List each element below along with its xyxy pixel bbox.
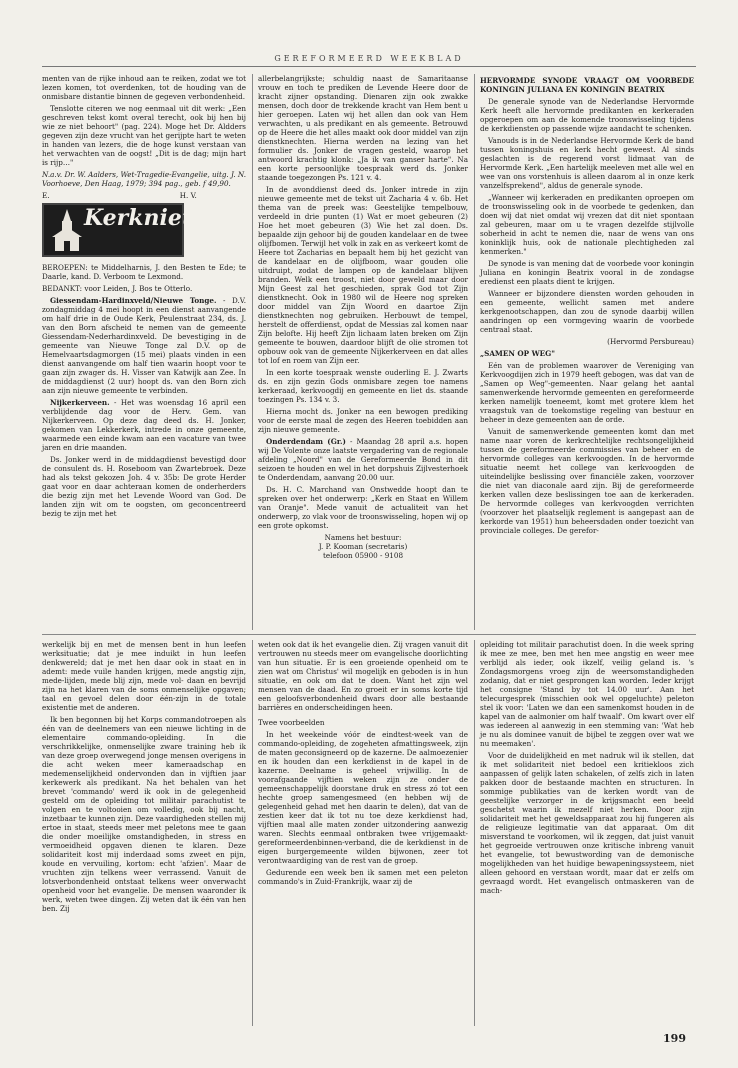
paragraph: Ds. H. C. Marchand van Onstwedde hoopt dan te spreken over het onderwerp: „Kerk en Staat en Willem van Oranje". Mede vanuit de actualiteit van het onderwerp, zo vlak voor de troonswisseling, hopen wij op een grote opkomst. bbox=[258, 485, 468, 530]
announcement-beroepen: BEROEPEN: te Middelharnis, J. den Besten te Ede; te Daarle, kand. D. Verboom te Lexmond. bbox=[42, 263, 246, 281]
page-number: 199 bbox=[663, 1032, 686, 1045]
column-divider bbox=[252, 640, 253, 1026]
column-top-2 bbox=[258, 74, 468, 630]
article-heading: „SAMEN OP WEG" bbox=[480, 349, 556, 358]
source-credit: (Hervormd Persbureau) bbox=[607, 337, 694, 346]
church-icon bbox=[48, 207, 86, 253]
signature-line: Namens het bestuur: bbox=[324, 533, 402, 542]
column-bottom-2 bbox=[258, 640, 468, 1026]
section-title: Nijkerkerveen. bbox=[50, 398, 110, 407]
paragraph: Vanouds is in de Nederlandse Hervormde Kerk de band tussen koningshuis en kerk hecht geweest. Al sinds geslachten is de regerend vorst lidmaat van de Hervormde Kerk. „Een hartelijk meeleven met alle wel en wee van ons vorstenhuis is alleen daarom al in onze kerk vanzelfsprekend", aldus de generale synode. bbox=[480, 136, 694, 190]
paragraph: In de avonddienst deed ds. Jonker intrede in zijn nieuwe gemeente met de tekst uit Zacharia 4 v. 6b. Het thema van de preek was: Geestelijke tempelbouw, verdeeld in drie punten (1) Wat er moet gebeuren (2) Hoe het moet gebeuren (3) Wie het zal doen. Ds. bepaalde zijn gehoor bij de gouden kandelaar en de twee olijfbomen. Terwijl het volk in zak en as verkeert komt de Heere tot Zacharias en bepaalt hem bij het gezicht van de kandelaar en de olijfboom, waar gouden olie uitdruipt, zodat de lampen op de kandelaar blijven branden. Welk een troost, niet door geweld maar door Mijn Geest zal het geschieden, sprak God tot Zijn dienstknecht. Ook in 1980 wil de Heere nog spreken door middel van Zijn Woord en daartoe Zijn dienstknechten nog gebruiken. Herbouwt de tempel, herstelt de offerdienst, opdat de Messias zal komen naar Zijn belofte. Hij heeft Zijn lichaam laten breken om Zijn gemeente te bouwen, daardoor blijft de olie stromen tot opbouw ook van de gemeente Nijkerkerveen en dat alles tot lof en roem van Zijn eer. bbox=[258, 185, 468, 365]
section-title: Giessendam-Hardinxveld/Nieuwe Tonge. bbox=[50, 296, 217, 305]
section-divider bbox=[42, 634, 696, 635]
paragraph: Hierna mocht ds. Jonker na een bewogen prediking voor de eerste maal de zegen des Heeren toebidden aan zijn nieuwe gemeente. bbox=[258, 407, 468, 434]
paragraph: menten van de rijke inhoud aan te reiken, zodat we tot lezen komen, tot overdenken, tot de houding van de onmisbare distantie binnen de gegeven verbondenheid. bbox=[42, 74, 246, 101]
kerknieuws-banner bbox=[42, 203, 230, 257]
column-divider bbox=[474, 74, 475, 630]
paragraph: Voor de duidelijkheid en met nadruk wil ik stellen, dat ik met solidariteit niet bedoel een kritiekloos zich aanpassen of gelijk laten schakelen, of zelfs zich in laten pakken door de bestaande machten en structuren. In sommige publikaties van de kerken wordt van de geestelijke verzorger in de krijgsmacht een beeld geschetst waarin ik mezelf niet herken. Door zijn solidariteit met het geweldsapparaat zou hij fungeren als de religieuze legitimatie van dat apparaat. Om dit misverstand te voorkomen, wil ik zeggen, dat juist vanuit het gegroeide vertrouwen onze kritische inbreng vanuit het evangelie, tot bewustwording van de demonische mogelijkheden van het huidige bewapeningssysteem, niet alleen gehoord en verstaan wordt, maar dat er zelfs om gevraagd wordt. Het evangelisch ontmaskeren van de mach- bbox=[480, 751, 694, 895]
announcement-bedankt: BEDANKT: voor Leiden, J. Bos te Otterlo. bbox=[42, 284, 193, 293]
paragraph: Vanuit de samenwerkende gemeenten komt dan met name naar voren de kerkrechtelijke rechtsongelijkheid tussen de gereformeerde commissies van beheer en de hervormde colleges van kerkvoogden. In de hervormde situatie neemt het college van kerkvoogden de uiteindelijke beslissing over financiële zaken, voorzover die niet van diaconale aard zijn. Bij de gereformeerde kerken vallen deze beslissingen toe aan de kerkeraden. De hervormde colleges van kerkvoogden verrichten (voorzover het plaatselijk reglement is aangepast aan de kerkorde van 1951) hun beheersdaden onder toezicht van provinciale colleges. De gerefor- bbox=[480, 427, 694, 535]
book-reference: N.a.v. Dr. W. Aalders, Wet-Tragedie-Evangelie, uitg. J. N. Voorhoeve, Den Haag, 1979; 394 pag., geb. f 49,90. bbox=[42, 170, 247, 188]
paragraph: In een korte toespraak wenste ouderling E. J. Zwarts ds. en zijn gezin Gods onmisbare zegen toe namens kerkeraad, kerkvoogdij en gemeente en liet ds. staande toezingen Ps. 134 v. 3. bbox=[258, 368, 468, 404]
paragraph: Tenslotte citeren we nog eenmaal uit dit werk: „Een geschreven tekst komt overal terecht, ook bij hen bij wie ze niet behoort" (pag. 224). Moge het Dr. Aldders gegeven zijn deze vrucht van het gerijpte hart te weten in handen van lezers, die de hoge kunst verstaan van het verwachten van de oogst! „Dit is de dag; mijn hart is rijp…" bbox=[42, 104, 246, 167]
paragraph: allerbelangrijkste; schuldig naast de Samaritaanse vrouw en toch te prediken de Levende Heere door de kracht zijner opstanding. Dienaren zijn ook zwakke mensen, doch door de trekkende kracht van Hem bent u hier geroepen. Laten wij het allen dan ook van Hem verwachten, u als predikant en als gemeente. Betrouwd op de Heere die het alles maakt ook door middel van zijn dienstknechten. Hierna werden na lezing van het formulier ds. Jonker de vragen gesteld, waarop het antwoord krachtig klonk: „Ja ik van ganser harte". Na een korte persoonlijke toespraak werd ds. Jonker staande toegezongen Ps. 121 v. 4. bbox=[258, 74, 468, 182]
signature-block bbox=[258, 533, 468, 560]
paragraph: - Het was woensdag 16 april een verblijdende dag voor de Herv. Gem. van Nijkerkerveen. Op deze dag deed ds. H. Jonker, gekomen van Lekkerkerk, intrede in onze gemeente, waarmede een einde kwam aan een vacature van twee jaren en drie maanden. bbox=[42, 398, 246, 452]
paragraph: Ds. Jonker werd in de middagdienst bevestigd door de consulent ds. H. Roseboom van Zwartebroek. Deze had als tekst gekozen Joh. 4 v. 35b: De grote Herder gaat voor en daar achteraan komen de onderherders die bezig zijn met het Levende Woord van God. De landen zijn wit om te oogsten, om geconcentreerd bezig te zijn met het bbox=[42, 455, 246, 518]
paragraph: Ik ben begonnen bij het Korps commandotroepen als één van de deelnemers van een nieuwe lichting in de elementaire commando-opleiding. In die verschrikkelijke, onmenselijke zware training heb ik van deze groep overwegend jonge mensen overigens in die acht weken meer kameraadschap en medemenselijkheid ondervonden dan in vijftien jaar kerkewerk als predikant. Na het behalen van het brevet 'commando' werd ik ook in de gelegenheid gesteld om de opleiding tot militair parachutist te volgen en te voltooien om volledig, ook bij nacht, inzetbaar te kunnen zijn. Deze vaardigheden stellen mij ertoe in staat, steeds meer met peletons mee te gaan die onder moeilijke omstandigheden, in stress en vermoeidheid opgaven dienen te klaren. Deze solidariteit kost mij inderdaad soms zweet en pijn, koude en vervuiling, kortom: echt 'afzien'. Maar de vruchten zijn telkens weer verrassend. Vanuit de lotsverbondenheid ontstaat telkens weer onverwacht openheid voor het evangelie. De mensen waaronder ik werk, weten twee dingen. Zij weten dat ik één van hen ben. Zij bbox=[42, 715, 246, 913]
paragraph: weten ook dat ik het evangelie dien. Zij vragen vanuit dit vertrouwen nu steeds meer om evangelische doorlichting van hun situatie. Er is een groeiende openheid om te zien wat om Christus' wil mogelijk en geboden is in hun situatie, en ook om dat te doen. Want het zijn wel mensen van de daad. En zo groeit er in soms korte tijd een geloofsverbondenheid dwars door alle bestaande barrières en onderscheidingen heen. bbox=[258, 640, 468, 712]
signature-line: telefoon 05900 - 9108 bbox=[322, 551, 404, 560]
column-top-3 bbox=[480, 74, 694, 630]
header-rule bbox=[42, 66, 696, 67]
column-divider bbox=[252, 74, 253, 630]
subheading: Twee voorbeelden bbox=[258, 718, 325, 727]
paragraph: De generale synode van de Nederlandse Hervormde Kerk heeft alle hervormde predikanten en kerkeraden opgeroepen om aan de komende troonswisseling tijdens de kerkdiensten op passende wijze aandacht te schenken. bbox=[480, 97, 694, 133]
article-heading: HERVORMDE SYNODE VRAAGT OM VOORBEDE KONINGIN JULIANA EN KONINGIN BEATRIX bbox=[480, 76, 694, 94]
column-bottom-1 bbox=[42, 640, 246, 1026]
paragraph: „Wanneer wij kerkeraden en predikanten oproepen om de troonswisseling ook in de voorbede te gedenken, dan doen wij dat niet omdat wij vrezen dat dit niet spontaan zal gebeuren, maar om u te vragen dezelfde stijlvolle soberheid in acht te nemen die, naar de wens van ons koninklijk huis, ook de nationale plechtigheden zal kenmerken." bbox=[480, 193, 694, 256]
column-divider bbox=[474, 640, 475, 1026]
paragraph: Eén van de problemen waarover de Vereniging van Kerkvoogdijen zich in 1979 heeft gebogen, was dat van de „Samen op Weg"-gemeenten. Naar gelang het aantal samenwerkende hervormde gemeenten en gereformeerde kerken namelijk toeneemt, komt met grotere klem het vraagstuk van de toekomstige regeling van bestuur en beheer in deze gemeenten aan de orde. bbox=[480, 361, 694, 424]
banner-title: Kerknieuws bbox=[84, 205, 230, 231]
paragraph: - D.V. zondagmiddag 4 mei hoopt in een dienst aanvangende om half drie in de Oude Kerk, Peulenstraat 234, ds. J. van den Born afscheid te nemen van de gemeente Giessendam-Nederhardinxveld. De bevestiging in de gemeente van Nieuwe Tonge zal D.V. op de Hemelvaartsdagmorgen (15 mei) plaats vinden in een dienst aanvangende om half tien waarin hoopt voor te gaan zijn zwager ds. H. Visser van Katwijk aan Zee. In de middagdienst (2 uur) hoopt ds. van den Born zich aan zijn nieuwe gemeente te verbinden. bbox=[42, 296, 246, 395]
paragraph: Gedurende een week ben ik samen met een peleton commando's in Zuid-Frankrijk, waar zij de bbox=[258, 868, 468, 886]
signature-line: J. P. Kooman (secretaris) bbox=[318, 542, 408, 551]
column-top-1 bbox=[42, 74, 246, 630]
section-title: Onderdendam (Gr.) bbox=[266, 437, 346, 446]
paragraph: De synode is van mening dat de voorbede voor koningin Juliana en koningin Beatrix vooral in de zondagse eredienst een plaats dient te krijgen. bbox=[480, 259, 694, 286]
paragraph: opleiding tot militair parachutist doen. In die week spring ik mee ze mee, ben met hen mee angstig en weer mee verblijd als ieder, ook ikzelf, veilig geland is. 's Zondagsmorgens vroeg zijn de weersomstandigheden zodanig, dat er niet gesprongen kan worden. Ieder krijgt het consigne 'Stand by tot 14.00 uur'. Aan het telecurgesprek (misschien ook wel opgeluchte) peleton stel ik voor: 'Laten we dan een samenkomst houden in de kapel van de aalmonier om half twaalf'. Om kwart over elf was iedereen al aanwezig in een stemming van: 'Wat heb je nu als dominee vanuit de bijbel te zeggen over wat we nu meemaken'. bbox=[480, 640, 694, 748]
column-bottom-3 bbox=[480, 640, 694, 1026]
paragraph: Wanneer er bijzondere diensten worden gehouden in een gemeente, wellicht samen met andere kerkgenootschappen, dan zou de synode daarbij willen aandringen op een vormgeving waarin de voorbede centraal staat. bbox=[480, 289, 694, 334]
paragraph: werkelijk bij en met de mensen bent in hun leefen werksituatie; dat je mee induikt in hun leefen denkwereld; dat je met hen daar ook in staat en in ademt: mede vuile handen krijgen, mede angstig zijn, mede-lijden, mede blij zijn, mede vol- daan en bevrijd zijn na het klaren van de soms onmenselijke opgaven; taal en gevoel delen door één-zijn in de totale existentie met de anderen. bbox=[42, 640, 246, 712]
author-signature: E. H. V. bbox=[42, 191, 197, 200]
paragraph: In het weekeinde vóór de eindtest-week van de commando-opleiding, de zogeheten afmattingsweek, zijn de maten geconsigneerd op de kazerne. De aalmoezenier en ik houden dan een kerkdienst in de kapel in de kazerne. Deelname is geheel vrijwillig. In de voorafgaande vijftien weken zijn ze onder de gemeenschappelijk doorstane druk en stress zó tot een hechte groep samengesmeed (en hebben wij de gelegenheid gehad met hen daarin te delen), dat van de zestien keer dat ik tot nu toe deze kerkdienst had, vijftien maal alle maten zonder uitzondering aanwezig waren. Slechts eenmaal ontbraken twee vrijgemaakt-gereformeerdenbinnen-verband, die de kerkdienst in de eigen burgergemeente wilden bijwonen, zeer tot verontwaardiging van de rest van de groep. bbox=[258, 730, 468, 865]
running-header: GEREFORMEERD WEEKBLAD bbox=[274, 54, 464, 63]
paragraph: - Maandag 28 april a.s. hopen wij De Volente onze laatste vergadering van de regionale afdeling „Noord" van de Gereformeerde Bond in dit seizoen te houden en wel in het dorpshuis Zijlvesterhoek te Onderdendam, aanvang 20.00 uur. bbox=[258, 437, 468, 482]
